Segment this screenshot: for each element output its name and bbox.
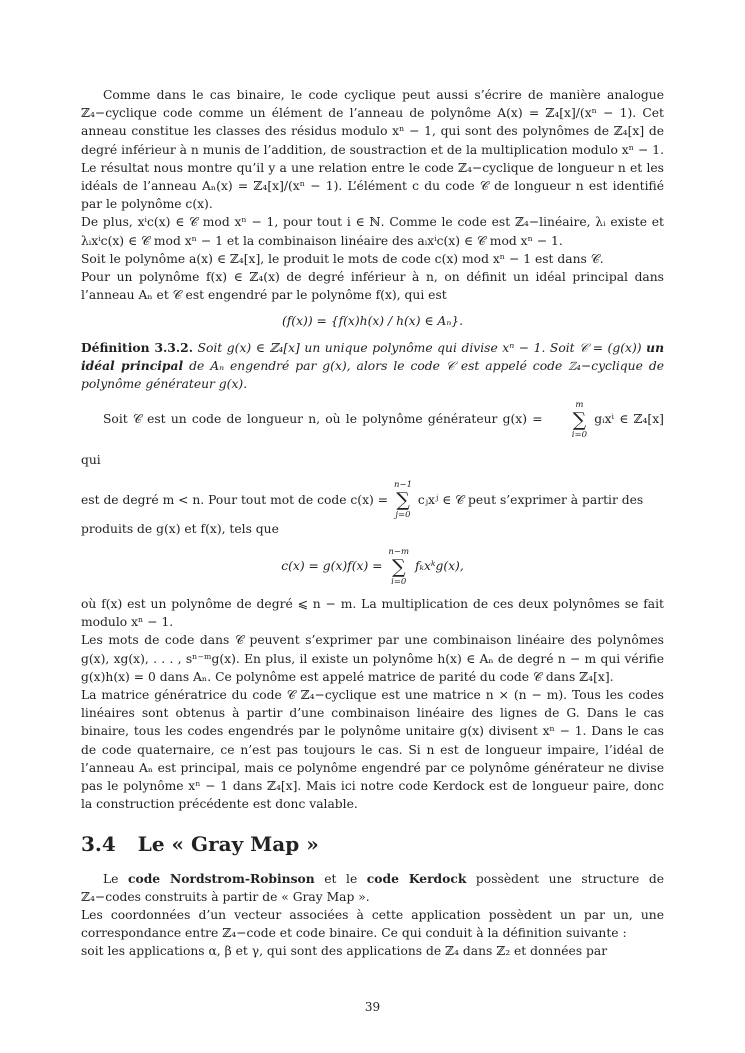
sum2-upper: n−1 — [393, 480, 412, 491]
eq2-left: c(x) = g(x)f(x) = — [281, 559, 383, 574]
sum1-sigma: ∑ — [572, 408, 587, 431]
paragraph-multiples: De plus, xⁱc(x) ∈ 𝒞 mod xⁿ − 1, pour tout i ∈ ℕ. Comme le code est ℤ₄−linéaire, λᵢ existe et λᵢxⁱc(x) ∈ 𝒞 mod xⁿ − 1 et la combinaison linéaire des aᵢxⁱc(x) ∈ 𝒞 mod xⁿ − 1. — [81, 215, 664, 248]
eq2-right: fₖxᵏg(x), — [414, 559, 464, 574]
sum1-upper: m — [575, 399, 584, 410]
sum3-sigma: ∑ — [391, 555, 406, 578]
paragraph-coordinates: Les coordonnées d’un vecteur associées à cette application possèdent un par un, une correspondance entre ℤ₄−code et code binaire. Ce qui conduit à la définition suivante : — [81, 908, 664, 941]
page-body — [81, 86, 664, 961]
page-number: 39 — [364, 1000, 381, 1014]
sum-symbol-1 — [550, 400, 587, 440]
generator-text-a: Soit 𝒞 est un code de longueur n, où le polynôme générateur g(x) = — [103, 412, 543, 427]
term-nordstrom-robinson: code Nordstrom-Robinson — [128, 870, 315, 886]
term-kerdock: code Kerdock — [366, 870, 467, 886]
gray-text-c: et le — [314, 871, 367, 886]
definition-text-2: de Aₙ engendré par g(x), alors le code 𝒞 est appelé code ℤ₄−cyclique de polynôme générateur g(x). — [81, 358, 664, 392]
paragraph-generator-matrix: La matrice génératrice du code 𝒞 ℤ₄−cyclique est une matrice n × (n − m). Tous les codes linéaires sont obtenus à partir d’une combinaison linéaire des lignes de G. Dans le cas binaire, tous les codes engendrés par le polynôme unitaire g(x) divisent xⁿ − 1. Dans le cas de code quaternaire, ce n’est pas toujours le cas. Si n est de longueur impaire, l’idéal de l’anneau Aₙ est principal, mais ce polynôme engendré par ce polynôme générateur ne divise pas le polynôme xⁿ − 1 dans ℤ₄[x]. Mais ici notre code Kerdock est de longueur paire, donc la construction précédente est donc valable. — [81, 687, 664, 812]
sum1-lower: i=0 — [571, 429, 588, 440]
paragraph-gray-map — [81, 870, 664, 906]
sum-symbol-3 — [388, 547, 409, 587]
paragraph-principal-ideal: Pour un polynôme f(x) ∈ ℤ₄(x) de degré inférieur à n, on définit un idéal principal dans l’anneau Aₙ et 𝒞 est engendré par le polynôme f(x), qui est — [81, 270, 664, 303]
gray-text-a: Le — [103, 871, 129, 886]
definition-title: Définition 3.3.2. — [81, 339, 193, 355]
paragraph-products: produits de g(x) et f(x), tels que — [81, 522, 279, 537]
paragraph-degree: où f(x) est un polynôme de degré ⩽ n − m. La multiplication de ces deux polynômes se fait modulo xⁿ − 1. — [81, 596, 664, 630]
sum3-lower: i=0 — [391, 576, 407, 587]
paragraph-generator — [81, 399, 664, 480]
section-title: Le « Gray Map » — [137, 832, 319, 857]
paragraph-parity: Les mots de code dans 𝒞 peuvent s’exprimer par une combinaison linéaire des polynômes g(x), xg(x), . . . , sⁿ⁻ᵐg(x). En plus, il existe un polynôme h(x) ∈ Aₙ de degré n − m qui vérifie g(x)h(x) = 0 dans Aₙ. Ce polynôme est appelé matrice de parité du code 𝒞 dans ℤ₄[x]. — [81, 633, 664, 684]
sum2-lower: j=0 — [395, 510, 411, 521]
definition-bold-term: un idéal principal — [81, 339, 665, 373]
paragraph-codeword — [81, 480, 664, 521]
sum-symbol-2 — [394, 480, 412, 520]
sum2-sigma: ∑ — [396, 489, 410, 512]
codeword-text-b: cⱼxʲ ∈ 𝒞 peut s’exprimer à partir des — [417, 492, 644, 507]
paragraph-applications: soit les applications α, β et γ, qui sont des applications de ℤ₄ dans ℤ₂ et données par — [81, 944, 608, 959]
equation-product — [81, 546, 664, 587]
definition-3-3-2 — [81, 339, 664, 394]
gray-text-d: possèdent une structure de ℤ₄−codes construits à partir de « Gray Map ». — [81, 871, 665, 904]
paragraph-product: Soit le polynôme a(x) ∈ ℤ₄[x], le produit le mots de code c(x) mod xⁿ − 1 est dans 𝒞. — [81, 251, 604, 266]
definition-text-1: Soit g(x) ∈ ℤ₄[x] un unique polynôme qui divise xⁿ − 1. Soit 𝒞 = (g(x)) — [192, 340, 647, 355]
section-heading — [81, 832, 664, 857]
section-number: 3.4 — [81, 832, 116, 857]
generator-text-b: gᵢxⁱ ∈ ℤ₄[x] qui — [81, 412, 664, 467]
sum3-upper: n−m — [388, 546, 410, 557]
paragraph-cyclic-intro: Comme dans le cas binaire, le code cyclique peut aussi s’écrire de manière analogue ℤ₄−cyclique code comme un élément de l’anneau de polynôme A(x) = ℤ₄[x]/(xⁿ − 1). Cet anneau constitue les classes des résidus modulo xⁿ − 1, qui sont des polynômes de ℤ₄[x] de degré inférieur à n munis de l’addition, de soustraction et de la multiplication modulo xⁿ − 1. Le résultat nous montre qu’il y a une relation entre le code ℤ₄−cyclique de longueur n et les idéals de l’anneau Aₙ(x) = ℤ₄[x]/(xⁿ − 1). L’élément c du code 𝒞 de longueur n est identifié par le polynôme c(x). — [81, 88, 664, 212]
equation-ideal: (f(x)) = {f(x)h(x) / h(x) ∈ Aₙ}. — [281, 314, 464, 329]
codeword-text-a: est de degré m < n. Pour tout mot de code c(x) = — [81, 492, 389, 507]
